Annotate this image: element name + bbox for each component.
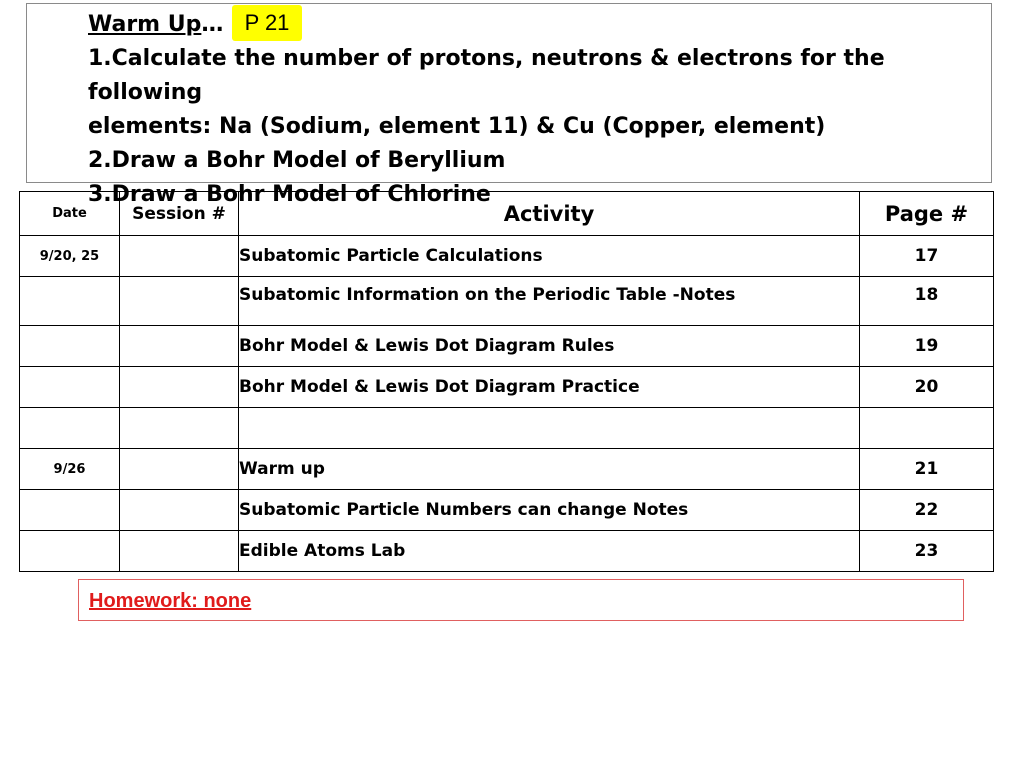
header-date: Date [20,192,120,236]
cell-date [20,326,120,367]
cell-session [120,490,239,531]
cell-session [120,326,239,367]
cell-page: 19 [860,326,994,367]
cell-page: 17 [860,236,994,277]
cell-session [120,531,239,572]
cell-page: 21 [860,449,994,490]
cell-date: 9/20, 25 [20,236,120,277]
cell-page: 18 [860,277,994,326]
table-row [20,449,994,490]
cell-activity: Subatomic Information on the Periodic Table -Notes [239,277,860,326]
cell-date [20,531,120,572]
activity-table [19,191,994,572]
cell-activity [239,408,860,449]
table-row [20,490,994,531]
cell-activity: Subatomic Particle Numbers can change Notes [239,490,860,531]
cell-activity: Bohr Model & Lewis Dot Diagram Practice [239,367,860,408]
cell-page [860,408,994,449]
cell-date [20,490,120,531]
cell-activity: Edible Atoms Lab [239,531,860,572]
table-row [20,367,994,408]
warmup-line: elements: Na (Sodium, element 11) & Cu (Copper, element) [88,114,826,139]
cell-date [20,277,120,326]
warmup-title: Warm Up [88,12,202,37]
warmup-text [88,8,988,212]
cell-date: 9/26 [20,449,120,490]
table-row [20,408,994,449]
cell-page: 22 [860,490,994,531]
cell-activity: Subatomic Particle Calculations [239,236,860,277]
header-page: Page # [860,192,994,236]
cell-session [120,367,239,408]
page-tag: P 21 [232,5,302,41]
header-activity: Activity [239,192,860,236]
cell-page: 20 [860,367,994,408]
warmup-line: 2.Draw a Bohr Model of Beryllium [88,148,506,173]
table-row [20,326,994,367]
cell-session [120,449,239,490]
table-row [20,277,994,326]
warmup-ellipsis: … [201,12,224,37]
cell-date [20,367,120,408]
table-header-row [20,192,994,236]
cell-activity: Bohr Model & Lewis Dot Diagram Rules [239,326,860,367]
warmup-line: 3.Draw a Bohr Model of Chlorine [88,182,491,207]
warmup-line: 1.Calculate the number of protons, neutrons & electrons for the following [88,46,885,105]
cell-session [120,236,239,277]
table-row [20,236,994,277]
cell-session [120,408,239,449]
header-session: Session # [120,192,239,236]
cell-session [120,277,239,326]
cell-page: 23 [860,531,994,572]
cell-activity: Warm up [239,449,860,490]
table-row [20,531,994,572]
cell-date [20,408,120,449]
homework-box: Homework: none [78,579,964,621]
